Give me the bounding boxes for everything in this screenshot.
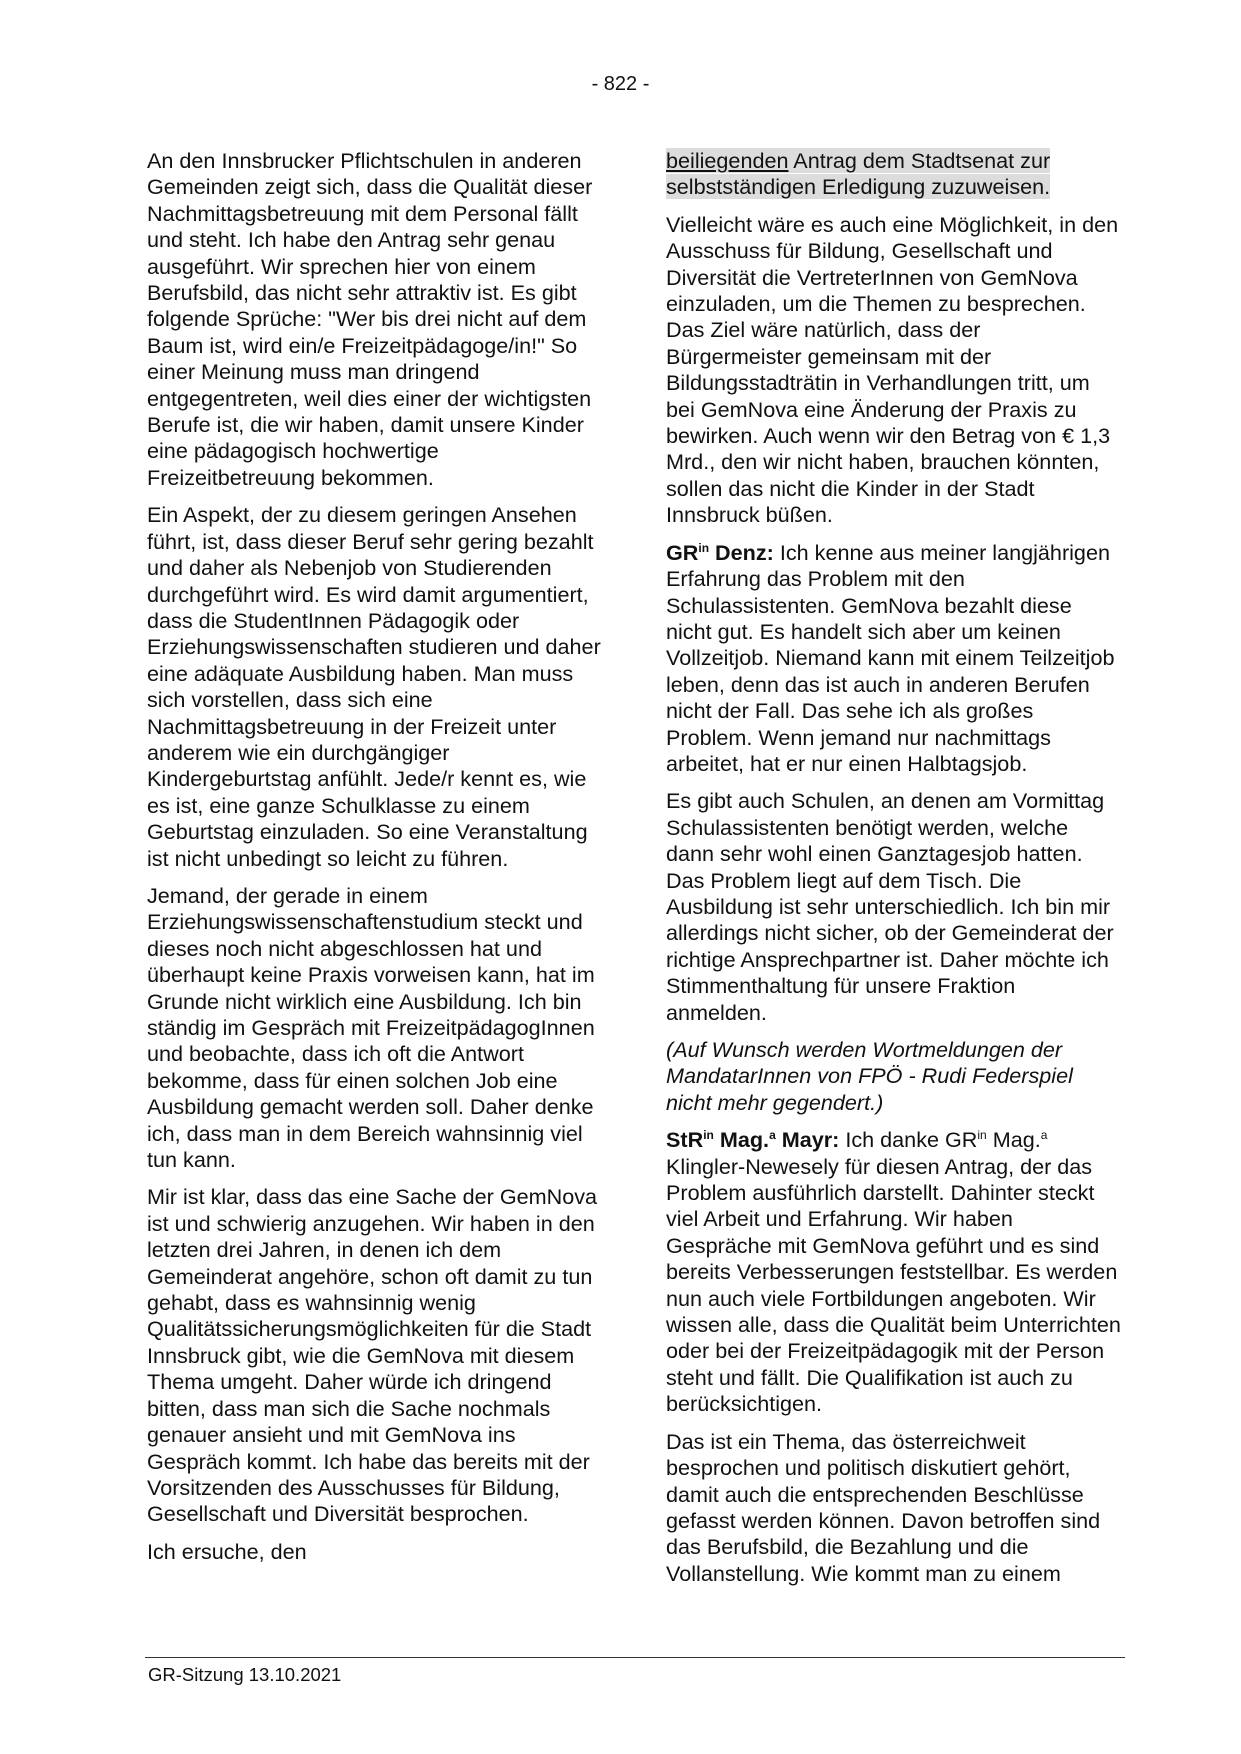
speaker-text: Klingler-Newesely für diesen Antrag, der das Problem ausführlich darstellt. Dahinter steckt viel Arbeit und Erfahrung. Wir haben Gespräche mit GemNova geführt und es sind bereits Verbesserungen feststellbar. Es werden nun auch viele Fortbildungen angeboten. Wir wissen alle, dass die Qualität beim Unterrichten oder bei der Freizeitpädagogik mit der Person steht und fällt. Die Qualifikation ist auch zu berücksichtigen. — [666, 1153, 1121, 1417]
right-column — [666, 148, 1122, 1598]
text-sup: a — [1040, 1128, 1048, 1143]
speaker-text: Ich danke GR — [839, 1127, 978, 1153]
paragraph: Das ist ein Thema, das österreichweit besprochen und politisch diskutiert gehört, damit auch die entsprechenden Beschlüsse gefasst werden können. Davon betroffen sind das Berufsbild, die Bezahlung und die Vollanstellung. Wie kommt man zu einem — [666, 1428, 1101, 1586]
speaker-name: Mayr: — [775, 1127, 840, 1153]
speaker-degree-sup: a — [769, 1128, 776, 1143]
paragraph: Mir ist klar, dass das eine Sache der GemNova ist und schwierig anzugehen. Wir haben in den letzten drei Jahren, in denen ich dem Gemeinderat angehöre, schon oft damit zu tun gehabt, dass es wahnsinnig wenig Qualitätssicherungsmöglichkeiten für die Stadt Innsbruck gibt, wie die GemNova mit diesem Thema umgeht. Daher würde ich dringend bitten, dass man sich die Sache nochmals genauer ansieht und mit GemNova ins Gespräch kommt. Ich habe das bereits mit der Vorsitzenden des Ausschusses für Bildung, Gesellschaft und Diversität besprochen. — [147, 1184, 598, 1527]
speaker-text: Ich kenne aus meiner langjährigen Erfahrung das Problem mit den Schulassistenten. GemNova bezahlt diese nicht gut. Es handelt sich aber um keinen Vollzeitjob. Niemand kann mit einem Teilzeitjob leben, denn das ist auch in anderen Berufen nicht der Fall. Das sehe ich als großes Problem. Wenn jemand nur nachmittags arbeitet, hat er nur einen Halbtagsjob. — [666, 539, 1115, 776]
speaker-degree: Mag. — [713, 1127, 770, 1153]
paragraph: An den Innsbrucker Pflichtschulen in anderen Gemeinden zeigt sich, dass die Qualität dieser Nachmittagsbetreuung mit dem Personal fällt und steht. Ich habe den Antrag sehr genau ausgeführt. Wir sprechen hier von einem Berufsbild, das nicht sehr attraktiv ist. Es gibt folgende Sprüche: "Wer bis drei nicht auf dem Baum ist, wird ein/e Freizeitpädagoge/in!" So einer Meinung muss man dringend entgegentreten, weil dies einer der wichtigsten Berufe ist, die wir haben, damit unsere Kinder eine pädagogisch hochwertige Freizeitbetreuung bekommen. — [147, 148, 593, 490]
speaker-title: StR — [666, 1127, 704, 1153]
paragraph: Ich ersuche, den — [147, 1538, 307, 1564]
footer-session-label: GR-Sitzung 13.10.2021 — [148, 1664, 342, 1685]
speaker-title: GR — [666, 539, 699, 565]
speaker-name: Denz: — [709, 539, 774, 565]
paragraph: Es gibt auch Schulen, an denen am Vormittag Schulassistenten benötigt werden, welche dann sehr wohl einen Ganztagesjob hatten. Das Problem liegt auf dem Tisch. Die Ausbildung ist sehr unterschiedlich. Ich bin mir allerdings nicht sicher, ob der Gemeinderat der richtige Ansprechpartner ist. Daher möchte ich Stimmenthaltung für unsere Fraktion anmelden. — [666, 788, 1114, 1025]
paragraph-text: Antrag dem Stadtsenat zur selbstständigen Erledigung zuzuweisen. — [666, 148, 1051, 200]
paragraph: Vielleicht wäre es auch eine Möglichkeit, in den Ausschuss für Bildung, Gesellschaft und Diversität die VertreterInnen von GemNova einzuladen, um die Themen zu besprechen. Das Ziel wäre natürlich, dass der Bürgermeister gemeinsam mit der Bildungsstadträtin in Verhandlungen tritt, um bei GemNova eine Änderung der Praxis zu bewirken. Auch wenn wir den Betrag von € 1,3 Mrd., den wir nicht haben, brauchen könnten, sollen das nicht die Kinder in der Stadt Innsbruck büßen. — [666, 211, 1119, 528]
paragraph: Ein Aspekt, der zu diesem geringen Ansehen führt, ist, dass dieser Beruf sehr gering bezahlt und daher als Nebenjob von Studierenden durchgeführt wird. Es wird damit argumentiert, dass die StudentInnen Pädagogik oder Erziehungswissenschaften studieren und daher eine adäquate Ausbildung haben. Man muss sich vorstellen, dass sich eine Nachmittagsbetreuung in der Freizeit unter anderem wie ein durchgängiger Kindergeburtstag anfühlt. Jede/r kennt es, wie es ist, eine ganze Schulklasse zu einem Geburtstag einzuladen. So eine Veranstaltung ist nicht unbedingt so leicht zu führen. — [147, 502, 601, 871]
speaker-paragraph — [666, 540, 1122, 778]
page-number: - 822 - — [591, 73, 650, 95]
left-column — [147, 148, 603, 1576]
speaker-paragraph — [666, 1127, 1122, 1417]
italic-note: (Auf Wunsch werden Wortmeldungen der MandatarInnen von FPÖ - Rudi Federspiel nicht mehr gegendert.) — [666, 1037, 1073, 1115]
speaker-text: Mag. — [986, 1127, 1041, 1153]
paragraph: Jemand, der gerade in einem Erziehungswissenschaftenstudium steckt und dieses noch nicht abgeschlossen hat und überhaupt keine Praxis vorweisen kann, hat im Grunde nicht wirklich eine Ausbildung. Ich bin ständig im Gespräch mit FreizeitpädagogInnen und beobachte, dass ich oft die Antwort bekomme, dass für einen solchen Job eine Ausbildung gemacht werden soll. Daher denke ich, dass man in dem Bereich wahnsinnig viel tun kann. — [147, 882, 595, 1173]
text-sup: in — [977, 1128, 987, 1143]
speaker-title-sup: in — [703, 1128, 714, 1143]
underlined-word: beiliegenden — [666, 148, 789, 173]
speaker-title-sup: in — [698, 540, 710, 555]
highlighted-paragraph — [666, 148, 1122, 201]
footer-divider — [145, 1657, 1125, 1658]
